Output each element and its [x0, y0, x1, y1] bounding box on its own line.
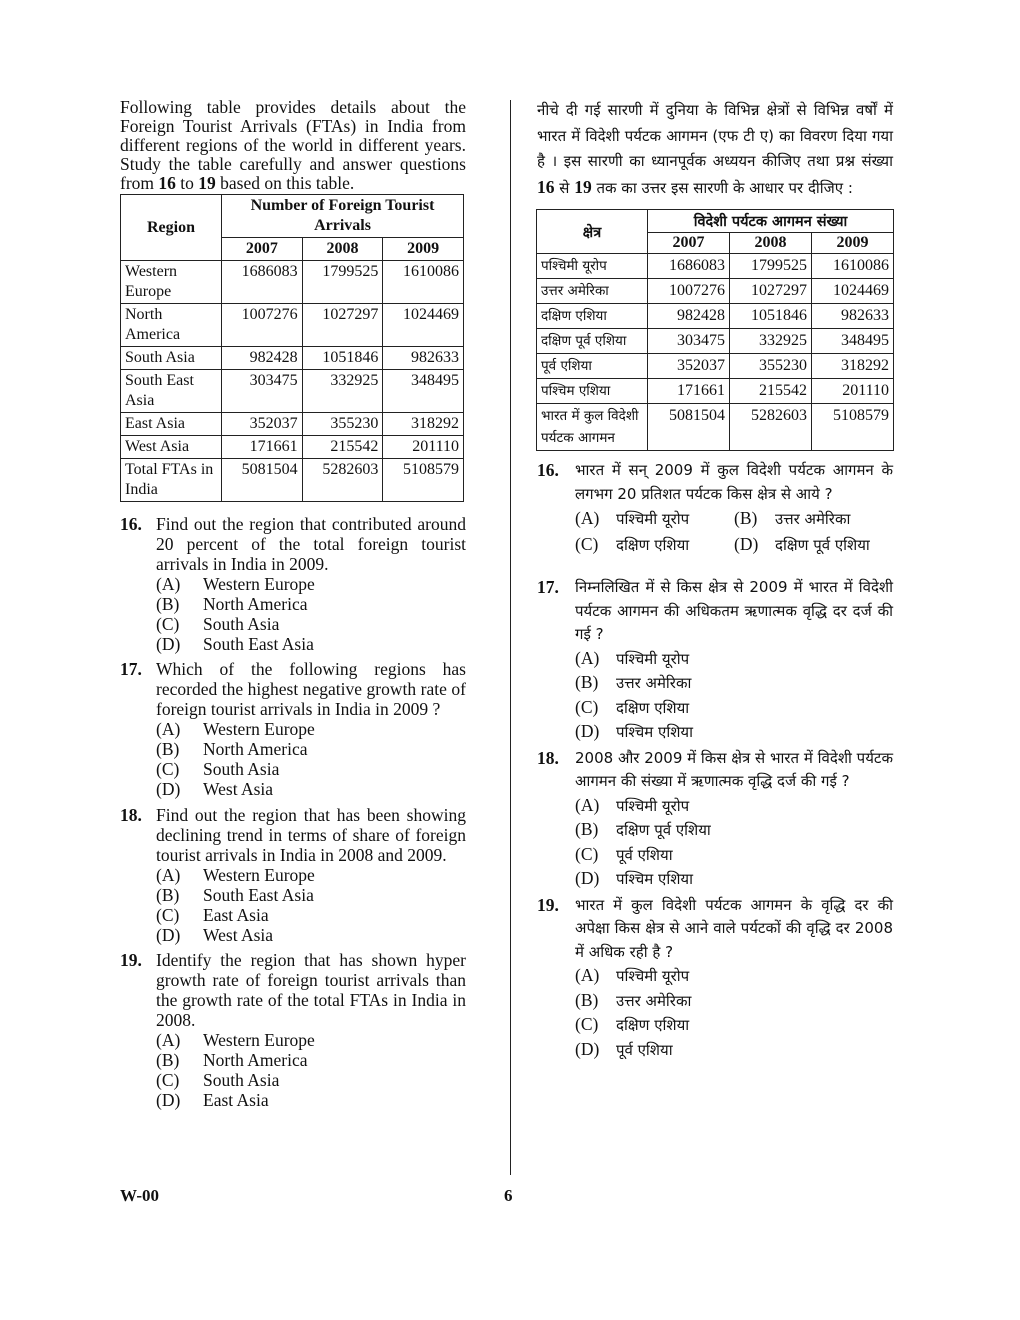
option[interactable]	[734, 506, 893, 532]
value-cell: 1686083	[648, 254, 730, 279]
option[interactable]	[156, 594, 466, 614]
value-cell: 348495	[383, 370, 464, 413]
intro-english	[120, 98, 466, 193]
value-cell: 1051846	[730, 304, 812, 329]
value-cell: 982633	[812, 304, 894, 329]
year-header: 2008	[730, 233, 812, 254]
question-number: 19.	[537, 894, 559, 915]
option-text: Western Europe	[203, 865, 315, 885]
option-text: उत्तर अमेरिका	[775, 510, 851, 528]
region-cell: East Asia	[121, 413, 222, 436]
option-text: South East Asia	[203, 634, 314, 654]
intro-text: based on this table.	[215, 173, 355, 193]
value-cell: 332925	[730, 329, 812, 354]
option-label: (B)	[156, 739, 180, 759]
value-cell: 1024469	[812, 279, 894, 304]
option[interactable]	[156, 719, 466, 739]
value-cell: 982428	[222, 347, 303, 370]
option-text: South Asia	[203, 1070, 280, 1090]
value-cell: 303475	[222, 370, 303, 413]
value-cell: 1007276	[222, 304, 303, 347]
value-cell: 5108579	[383, 459, 464, 502]
option[interactable]	[575, 794, 893, 819]
value-cell: 1027297	[302, 304, 383, 347]
option-label: (C)	[575, 696, 599, 717]
question-text: निम्नलिखित में से किस क्षेत्र से 2009 में भारत में विदेशी पर्यटक आगमन की अधिकतम ऋणात्मक वृद्धि दर दर्ज की गई ?	[575, 578, 893, 643]
table-row	[121, 413, 464, 436]
value-cell: 201110	[383, 436, 464, 459]
table-row	[537, 329, 894, 354]
table-row	[537, 279, 894, 304]
option-label: (A)	[156, 574, 181, 594]
option[interactable]	[575, 671, 893, 696]
intro-question-start: 16	[537, 176, 555, 197]
year-header: 2007	[222, 238, 303, 261]
options-row	[575, 532, 893, 558]
intro-text: से	[554, 178, 575, 197]
option-text: दक्षिण एशिया	[616, 1016, 690, 1034]
option[interactable]	[156, 1050, 466, 1070]
option-label: (A)	[575, 647, 600, 668]
option-text: पश्चिमी यूरोप	[616, 967, 690, 985]
table-row	[121, 347, 464, 370]
value-cell: 5282603	[730, 404, 812, 451]
option-text: दक्षिण एशिया	[616, 536, 690, 554]
region-cell: पूर्व एशिया	[537, 354, 648, 379]
value-cell: 352037	[648, 354, 730, 379]
option-text: दक्षिण एशिया	[616, 698, 690, 717]
option-text: Western Europe	[203, 719, 315, 739]
hindi-column	[537, 98, 893, 1062]
option-label: (B)	[156, 1050, 180, 1070]
option-text: उत्तर अमेरिका	[616, 991, 692, 1010]
question-number: 18.	[537, 747, 559, 768]
option[interactable]	[156, 1070, 466, 1090]
option-label: (A)	[575, 508, 600, 528]
arrivals-group-header: विदेशी पर्यटक आगमन संख्या	[648, 210, 894, 233]
region-cell: पश्चिमी यूरोप	[537, 254, 648, 279]
option[interactable]	[156, 759, 466, 779]
table-row	[537, 379, 894, 404]
value-cell: 1027297	[730, 279, 812, 304]
option-text: पश्चिमी यूरोप	[616, 796, 690, 815]
option-label: (A)	[575, 965, 600, 985]
value-cell: 171661	[222, 436, 303, 459]
option[interactable]	[156, 1090, 466, 1110]
option-text: South Asia	[203, 759, 280, 779]
option-text: East Asia	[203, 1090, 269, 1110]
question-16-hindi	[537, 459, 893, 506]
value-cell: 1610086	[383, 261, 464, 304]
option-label: (C)	[156, 905, 180, 925]
option-label: (C)	[575, 843, 599, 864]
region-cell: South East Asia	[121, 370, 222, 413]
fta-table-english	[120, 194, 464, 502]
page-number: 6	[504, 1186, 513, 1205]
intro-hindi	[537, 98, 893, 201]
option[interactable]	[575, 1013, 893, 1038]
option-text: North America	[203, 1050, 308, 1070]
option-label: (A)	[575, 794, 600, 815]
question-number: 17.	[120, 659, 142, 679]
option[interactable]	[734, 532, 893, 558]
question-text: Which of the following regions has recorded the highest negative growth rate of foreign tourist arrivals in India in 2009 ?	[156, 659, 466, 719]
region-cell: Western Europe	[121, 261, 222, 304]
region-cell: South Asia	[121, 347, 222, 370]
option-label: (D)	[156, 1090, 181, 1110]
option-label: (D)	[156, 634, 181, 654]
option-text: East Asia	[203, 905, 269, 925]
option-label: (B)	[575, 672, 599, 692]
option-text: पश्चिमी यूरोप	[616, 649, 690, 668]
question-18-hindi	[537, 747, 893, 794]
table-row	[121, 436, 464, 459]
option[interactable]	[156, 739, 466, 759]
table-row	[537, 354, 894, 379]
region-cell: North America	[121, 304, 222, 347]
option-text: दक्षिण पूर्व एशिया	[616, 821, 711, 839]
value-cell: 982633	[383, 347, 464, 370]
value-cell: 303475	[648, 329, 730, 354]
option-label: (C)	[156, 1070, 180, 1090]
option-text: South Asia	[203, 614, 280, 634]
value-cell: 1610086	[812, 254, 894, 279]
option[interactable]	[156, 885, 466, 905]
option-label: (A)	[156, 865, 181, 885]
option[interactable]	[575, 1038, 893, 1063]
option-label: (B)	[575, 819, 599, 839]
question-19-hindi	[537, 894, 893, 965]
option-label: (C)	[156, 614, 180, 634]
option-text: West Asia	[203, 925, 274, 945]
option-label: (A)	[156, 719, 181, 739]
option-text: पश्चिम एशिया	[616, 723, 694, 741]
value-cell: 5081504	[648, 404, 730, 451]
option-label: (C)	[156, 759, 180, 779]
value-cell: 318292	[383, 413, 464, 436]
value-cell: 1051846	[302, 347, 383, 370]
question-17	[120, 659, 466, 719]
value-cell: 318292	[812, 354, 894, 379]
value-cell: 5081504	[222, 459, 303, 502]
region-cell: West Asia	[121, 436, 222, 459]
question-text: 2008 और 2009 में किस क्षेत्र से भारत में विदेशी पर्यटक आगमन की संख्या में ऋणात्मक वृद्धि दर्ज की गई ?	[575, 748, 893, 790]
region-header: क्षेत्र	[537, 210, 648, 254]
region-cell: भारत में कुल विदेशी पर्यटक आगमन	[537, 404, 648, 451]
option[interactable]	[575, 720, 893, 745]
option[interactable]	[156, 779, 466, 799]
option-label: (A)	[156, 1030, 181, 1050]
value-cell: 215542	[302, 436, 383, 459]
option-label: (B)	[575, 989, 599, 1010]
option[interactable]	[156, 1030, 466, 1050]
table-row	[537, 404, 894, 451]
region-header: Region	[121, 195, 222, 261]
question-text: Find out the region that contributed around 20 percent of the total foreign tourist arrivals in India in 2009.	[156, 514, 466, 574]
option[interactable]	[156, 614, 466, 634]
region-cell: Total FTAs in India	[121, 459, 222, 502]
value-cell: 5108579	[812, 404, 894, 451]
option-text: पूर्व एशिया	[616, 1040, 673, 1059]
intro-text: तक का उत्तर इस सारणी के आधार पर दीजिए :	[591, 178, 853, 197]
option[interactable]	[575, 696, 893, 721]
question-text: भारत में कुल विदेशी पर्यटक आगमन के वृद्धि दर की अपेक्षा किस क्षेत्र से आने वाले पर्यटकों की वृद्धि दर 2008 में अधिक रही है ?	[575, 895, 893, 961]
option[interactable]	[156, 905, 466, 925]
question-number: 17.	[537, 577, 559, 597]
value-cell: 1007276	[648, 279, 730, 304]
question-number: 16.	[537, 460, 559, 480]
english-column	[120, 98, 466, 1110]
region-cell: दक्षिण एशिया	[537, 304, 648, 329]
value-cell: 1799525	[302, 261, 383, 304]
paper-code: W-00	[120, 1186, 160, 1205]
table-row	[121, 304, 464, 347]
option-label: (C)	[575, 1014, 599, 1034]
option-label: (D)	[156, 779, 181, 799]
question-number: 18.	[120, 805, 142, 825]
option[interactable]	[575, 506, 734, 532]
option-label: (D)	[156, 925, 181, 945]
option[interactable]	[156, 634, 466, 654]
intro-text: to	[175, 173, 199, 193]
value-cell: 348495	[812, 329, 894, 354]
intro-question-end: 19	[574, 176, 592, 197]
table-row	[121, 370, 464, 413]
value-cell: 5282603	[302, 459, 383, 502]
intro-question-start: 16	[158, 173, 176, 193]
option-text: Western Europe	[203, 1030, 315, 1050]
option-label: (C)	[575, 534, 599, 554]
year-header: 2008	[302, 238, 383, 261]
region-cell: दक्षिण पूर्व एशिया	[537, 329, 648, 354]
year-header: 2009	[812, 233, 894, 254]
table-row	[121, 459, 464, 502]
value-cell: 355230	[730, 354, 812, 379]
table-row	[537, 304, 894, 329]
intro-text: नीचे दी गई सारणी में दुनिया के विभिन्न क्षेत्रों से विभिन्न वर्षों में भारत में विदेशी पर्यटक आगमन (एफ टी ए) का विवरण दिया गया है । इस सारणी का ध्यानपूर्वक अध्ययन कीजिए तथा प्रश्न संख्या	[537, 101, 893, 170]
year-header: 2007	[648, 233, 730, 254]
option-text: पश्चिम एशिया	[616, 870, 694, 888]
table-row	[121, 261, 464, 304]
value-cell: 215542	[730, 379, 812, 404]
value-cell: 352037	[222, 413, 303, 436]
region-cell: उत्तर अमेरिका	[537, 279, 648, 304]
option[interactable]	[575, 647, 893, 672]
value-cell: 332925	[302, 370, 383, 413]
option-text: Western Europe	[203, 574, 315, 594]
option-text: North America	[203, 739, 308, 759]
option[interactable]	[575, 964, 893, 989]
option-text: West Asia	[203, 779, 274, 799]
value-cell: 171661	[648, 379, 730, 404]
option[interactable]	[156, 574, 466, 594]
table-row	[537, 254, 894, 279]
option-text: पूर्व एशिया	[616, 845, 673, 864]
question-text: Find out the region that has been showing declining trend in terms of share of foreign tourist arrivals in India in 2008 and 2009.	[156, 805, 466, 865]
question-19	[120, 950, 466, 1030]
option[interactable]	[156, 865, 466, 885]
year-header: 2009	[383, 238, 464, 261]
region-cell: पश्चिम एशिया	[537, 379, 648, 404]
option-label: (B)	[156, 594, 180, 614]
option-text: North America	[203, 594, 308, 614]
option[interactable]	[575, 818, 893, 843]
option-text: दक्षिण पूर्व एशिया	[775, 536, 870, 554]
option-label: (D)	[575, 868, 600, 888]
question-text: भारत में सन् 2009 में कुल विदेशी पर्यटक आगमन के लगभग 20 प्रतिशत पर्यटक किस क्षेत्र से आये ?	[575, 461, 893, 503]
value-cell: 982428	[648, 304, 730, 329]
option[interactable]	[156, 925, 466, 945]
option-label: (D)	[575, 721, 600, 741]
arrivals-group-header: Number of Foreign Tourist Arrivals	[222, 195, 464, 238]
option-text: पश्चिमी यूरोप	[616, 510, 690, 528]
option-label: (B)	[156, 885, 180, 905]
option[interactable]	[575, 532, 734, 558]
intro-text: Following table provides details about the Foreign Tourist Arrivals (FTAs) in India from different regions of the world in different years. Study the table carefully and answer questions from	[120, 97, 466, 193]
value-cell: 1024469	[383, 304, 464, 347]
question-number: 19.	[120, 950, 142, 970]
option-label: (D)	[575, 1038, 600, 1059]
option-text: उत्तर अमेरिका	[616, 674, 692, 692]
question-text: Identify the region that has shown hyper growth rate of foreign tourist arrivals than the growth rate of the total FTAs in India in 2008.	[156, 950, 466, 1030]
value-cell: 355230	[302, 413, 383, 436]
value-cell: 1799525	[730, 254, 812, 279]
option[interactable]	[575, 989, 893, 1014]
value-cell: 1686083	[222, 261, 303, 304]
value-cell: 201110	[812, 379, 894, 404]
option[interactable]	[575, 867, 893, 892]
question-17-hindi	[537, 576, 893, 647]
intro-question-end: 19	[198, 173, 216, 193]
option-label: (D)	[734, 534, 759, 554]
question-number: 16.	[120, 514, 142, 534]
option-text: South East Asia	[203, 885, 314, 905]
options-row	[575, 506, 893, 532]
fta-table-hindi	[536, 209, 894, 451]
question-18	[120, 805, 466, 865]
option[interactable]	[575, 843, 893, 868]
question-16	[120, 514, 466, 574]
option-label: (B)	[734, 508, 758, 528]
column-divider	[510, 100, 511, 1175]
